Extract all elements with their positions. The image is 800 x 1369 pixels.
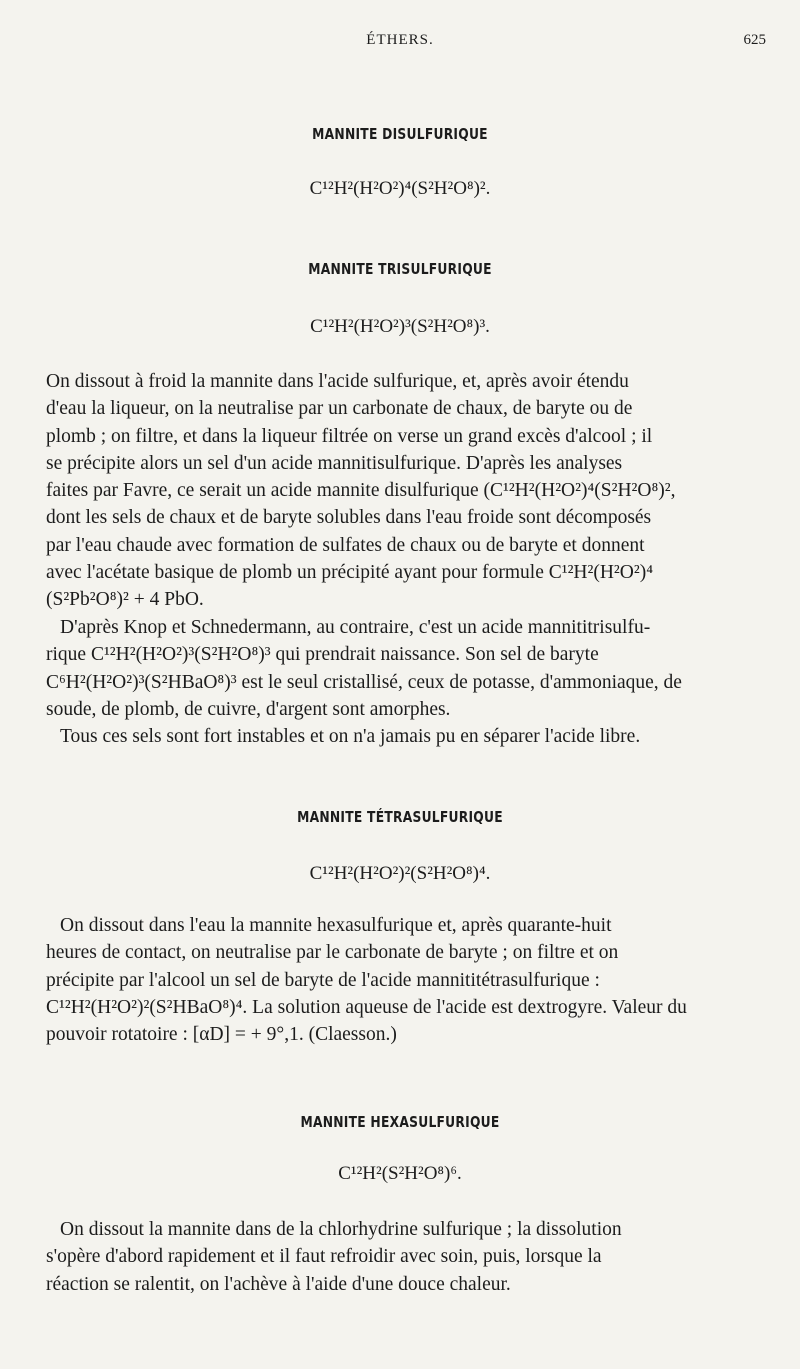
running-title: ÉTHERS. [366,32,434,48]
text-line: s'opère d'abord rapidement et il faut refroidir avec soin, puis, lorsque la [46,1246,602,1268]
text-line: D'après Knop et Schnedermann, au contraire, c'est un acide mannititrisulfu- [60,617,651,638]
text-line: se précipite alors un sel d'un acide mannitisulfurique. D'après les analyses [46,452,623,474]
section-heading: MANNITE TÉTRASULFURIQUE [297,808,503,826]
chemical-formula: C¹²H²(H²O²)²(S²H²O⁸)⁴. [309,863,491,884]
text-line: faites par Favre, ce serait un acide mannite disulfurique (C¹²H²(H²O²)⁴(S²H²O⁸)², [46,480,676,502]
text-line: (S²Pb²O⁸)² + 4 PbO. [46,589,204,611]
section-heading: MANNITE TRISULFURIQUE [308,260,492,278]
paragraph [46,723,758,750]
chemical-formula: C¹²H²(S²H²O⁸)⁶. [338,1163,462,1184]
text-line: plomb ; on filtre, et dans la liqueur filtrée on verse un grand excès d'alcool ; il [46,425,653,447]
text-line: par l'eau chaude avec formation de sulfates de chaux ou de baryte et donnent [46,534,645,556]
text-line: avec l'acétate basique de plomb un précipité ayant pour formule C¹²H²(H²O²)⁴ [46,562,653,584]
text-line: réaction se ralentit, on l'achève à l'aide d'une douce chaleur. [46,1273,511,1295]
chemical-formula: C¹²H²(H²O²)³(S²H²O⁸)³. [310,316,490,337]
paragraph [46,614,758,723]
section-heading: MANNITE HEXASULFURIQUE [300,1113,500,1131]
text-line: dont les sels de chaux et de baryte solubles dans l'eau froide sont décomposés [46,507,652,529]
paragraph [46,1216,758,1298]
page-number: 625 [743,32,766,48]
text-line: précipite par l'alcool un sel de baryte de l'acide mannititétrasulfurique : [46,969,600,991]
text-line: C¹²H²(H²O²)²(S²HBaO⁸)⁴. La solution aqueuse de l'acide est dextrogyre. Valeur du [46,996,687,1018]
text-line: Tous ces sels sont fort instables et on n'a jamais pu en séparer l'acide libre. [60,726,641,747]
text-line: On dissout la mannite dans de la chlorhydrine sulfurique ; la dissolution [60,1219,622,1240]
text-line: soude, de plomb, de cuivre, d'argent sont amorphes. [46,698,451,720]
text-line: d'eau la liqueur, on la neutralise par un carbonate de chaux, de baryte ou de [46,398,633,420]
running-head [0,28,800,52]
text-line: On dissout dans l'eau la mannite hexasulfurique et, après quarante-huit [60,915,612,936]
text-line: C⁶H²(H²O²)³(S²HBaO⁸)³ est le seul cristallisé, ceux de potasse, d'ammoniaque, de [46,671,682,693]
text-line: On dissout à froid la mannite dans l'acide sulfurique, et, après avoir étendu [46,371,629,392]
text-line: heures de contact, on neutralise par le carbonate de baryte ; on filtre et on [46,942,619,964]
chemical-formula: C¹²H²(H²O²)⁴(S²H²O⁸)². [309,178,491,199]
section-heading: MANNITE DISULFURIQUE [312,125,488,143]
text-line: pouvoir rotatoire : [αD] = + 9°,1. (Claesson.) [46,1024,397,1046]
text-line: rique C¹²H²(H²O²)³(S²H²O⁸)³ qui prendrait naissance. Son sel de baryte [46,644,599,666]
paragraph [46,368,758,614]
paragraph [46,912,758,1048]
